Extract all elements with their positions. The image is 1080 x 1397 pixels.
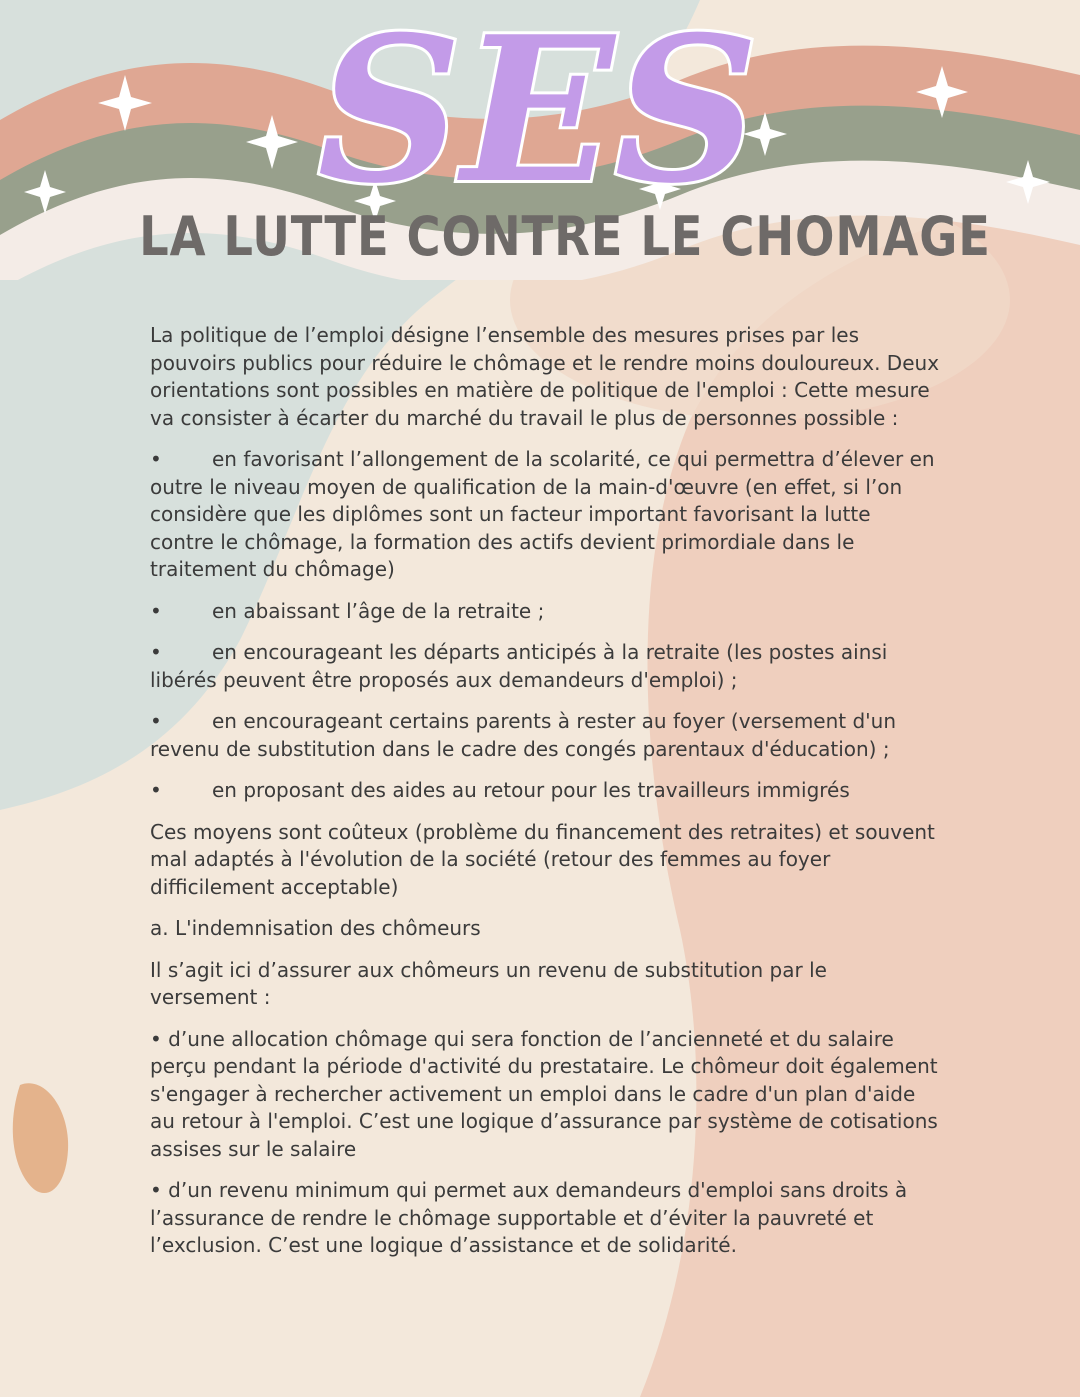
bullet-icon: • [150, 598, 162, 623]
section-intro: Il s’agit ici d’assurer aux chômeurs un revenu de substitution par le versement : [150, 957, 827, 1009]
bullet-icon: • [150, 447, 162, 471]
bullet-icon: • [150, 709, 162, 733]
section-heading: a. L'indemnisation des chômeurs [150, 916, 481, 940]
list-item-text: en proposant des aides au retour pour les travailleurs immigrés [212, 778, 850, 802]
list-item [150, 446, 940, 584]
list-item-text: en abaissant l’âge de la retraite ; [212, 598, 545, 623]
list-item [150, 598, 940, 626]
document-body [150, 322, 940, 1274]
bullet-icon: • [150, 640, 162, 664]
bullet-icon: • [150, 778, 162, 802]
costs-paragraph: Ces moyens sont coûteux (problème du financement des retraites) et souvent mal adaptés à l'évolution de la société (retour des femmes au foyer difficilement acceptable) [150, 819, 935, 899]
list-item-text: en encourageant certains parents à rester au foyer (versement d'un revenu de substitution dans le cadre des congés parentaux d'éducation) ; [150, 709, 897, 761]
list-item-text: en encourageant les départs anticipés à la retraite (les postes ainsi libérés peuvent être proposés aux demandeurs d'emploi) ; [150, 640, 888, 692]
list-item-text: en favorisant l’allongement de la scolarité, ce qui permettra d’élever en outre le niveau moyen de qualification de la main-d'œuvre (en effet, si l’on considère que les diplômes sont un facteur important favorisant la lutte contre le chômage, la formation des actifs devient primordiale dans le traitement du chômage) [150, 447, 935, 581]
list-item [150, 777, 940, 805]
intro-paragraph: La politique de l’emploi désigne l’ensemble des mesures prises par les pouvoirs publics pour réduire le chômage et le rendre moins douloureux. Deux orientations sont possibles en matière de politique de l'emploi : Cette mesure va consister à écarter du marché du travail le plus de personnes possible : [150, 323, 940, 430]
section-item: • d’une allocation chômage qui sera fonction de l’ancienneté et du salaire perçu pendant la période d'activité du prestataire. Le chômeur doit également s'engager à rechercher activement un emploi dans le cadre d'un plan d'aide au retour à l'emploi. C’est une logique d’assurance par système de cotisations assises sur le salaire [150, 1026, 938, 1161]
page-title: LA LUTTE CONTRE LE CHOMAGE [139, 205, 991, 268]
list-item [150, 639, 940, 694]
section-item: • d’un revenu minimum qui permet aux demandeurs d'emploi sans droits à l’assurance de rendre le chômage supportable et d’éviter la pauvreté et l’exclusion. C’est une logique d’assistance et de solidarité. [150, 1178, 908, 1257]
list-item [150, 708, 940, 763]
ses-logo: SES [317, 0, 759, 228]
